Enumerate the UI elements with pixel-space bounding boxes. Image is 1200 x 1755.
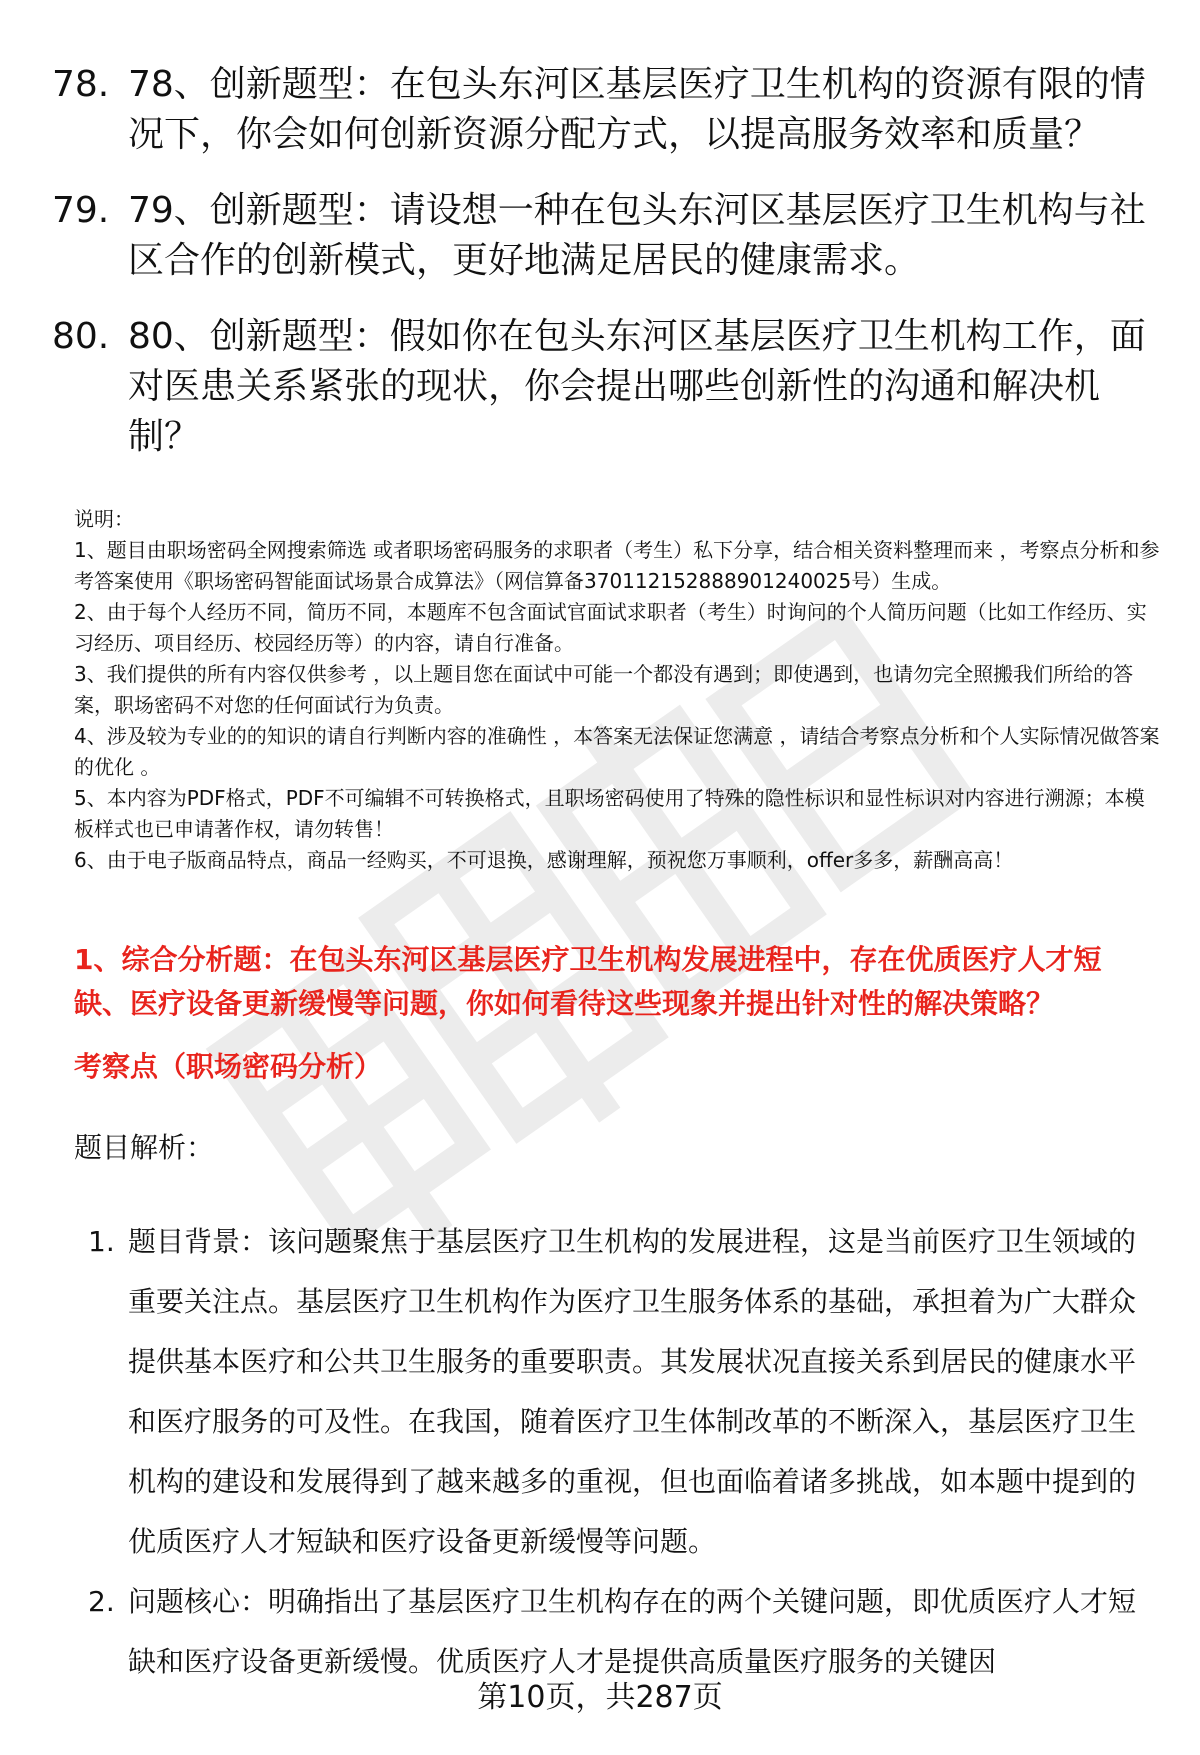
question-list [52,60,1162,488]
note-item: 4、涉及较为专业的的知识的请自行判断内容的准确性 ，本答案无法保证您满意 ，请结合考察点分析和个人实际情况做答案的优化 。 [74,724,1160,779]
question-number: 79. [52,190,110,231]
notes-section [74,504,1164,876]
note-item: 1、题目由职场密码全网搜索筛选 或者职场密码服务的求职者（考生）私下分享，结合相关资料整理而来 ，考察点分析和参考答案使用《职场密码智能面试场景合成算法》（网信算备370112152888901240025号）生成。 [74,538,1160,593]
analysis-text: 问题核心：明确指出了基层医疗卫生机构存在的两个关键问题，即优质医疗人才短缺和医疗设备更新缓慢。优质医疗人才是提供高质量医疗服务的关键因 [128,1585,1137,1678]
question-number: 78. [52,64,110,105]
analysis-text: 题目背景：该问题聚焦于基层医疗卫生机构的发展进程，这是当前医疗卫生领域的重要关注点。基层医疗卫生机构作为医疗卫生服务体系的基础，承担着为广大群众提供基本医疗和公共卫生服务的重要职责。其发展状况直接关系到居民的健康水平和医疗服务的可及性。在我国，随着医疗卫生体制改革的不断深入，基层医疗卫生机构的建设和发展得到了越来越多的重视，但也面临着诸多挑战，如本题中提到的优质医疗人才短缺和医疗设备更新缓慢等问题。 [128,1225,1137,1558]
note-item: 6、由于电子版商品特点，商品一经购买，不可退换，感谢理解，预祝您万事顺利，offer多多，薪酬高高！ [74,848,1014,872]
question-item [52,186,1162,286]
analysis-list [74,1212,1154,1692]
note-item: 5、本内容为PDF格式，PDF不可编辑不可转换格式，且职场密码使用了特殊的隐性标识和显性标识对内容进行溯源；本模板样式也已申请著作权，请勿转售！ [74,786,1145,841]
exam-point-heading: 考察点（职场密码分析） [74,1050,383,1083]
question-text: 78、创新题型：在包头东河区基层医疗卫生机构的资源有限的情况下，你会如何创新资源分配方式，以提高服务效率和质量？ [128,64,1146,155]
note-item: 2、由于每个人经历不同，简历不同，本题库不包含面试官面试求职者（考生）时询问的个人简历问题（比如工作经历、实习经历、项目经历、校园经历等）的内容，请自行准备。 [74,600,1147,655]
question-item [52,60,1162,160]
question-number: 80. [52,316,110,357]
analysis-number: 2. [88,1585,115,1618]
analysis-label: 题目解析： [74,1131,215,1164]
question-item [52,312,1162,462]
main-question-heading: 1、综合分析题：在包头东河区基层医疗卫生机构发展进程中，存在优质医疗人才短缺、医疗设备更新缓慢等问题，你如何看待这些现象并提出针对性的解决策略？ [74,943,1102,1020]
question-text: 79、创新题型：请设想一种在包头东河区基层医疗卫生机构与社区合作的创新模式，更好地满足居民的健康需求。 [128,190,1146,281]
analysis-item [74,1212,1154,1572]
analysis-number: 1. [88,1225,115,1258]
page-footer: 第10页，共287页 [477,1680,723,1715]
analysis-item [74,1572,1154,1692]
note-item: 3、我们提供的所有内容仅供参考 ，以上题目您在面试中可能一个都没有遇到；即使遇到，也请勿完全照搬我们所给的答案，职场密码不对您的任何面试行为负责。 [74,662,1134,717]
notes-title: 说明： [74,507,134,531]
question-text: 80、创新题型：假如你在包头东河区基层医疗卫生机构工作，面对医患关系紧张的现状，你会提出哪些创新性的沟通和解决机制？ [128,316,1146,457]
